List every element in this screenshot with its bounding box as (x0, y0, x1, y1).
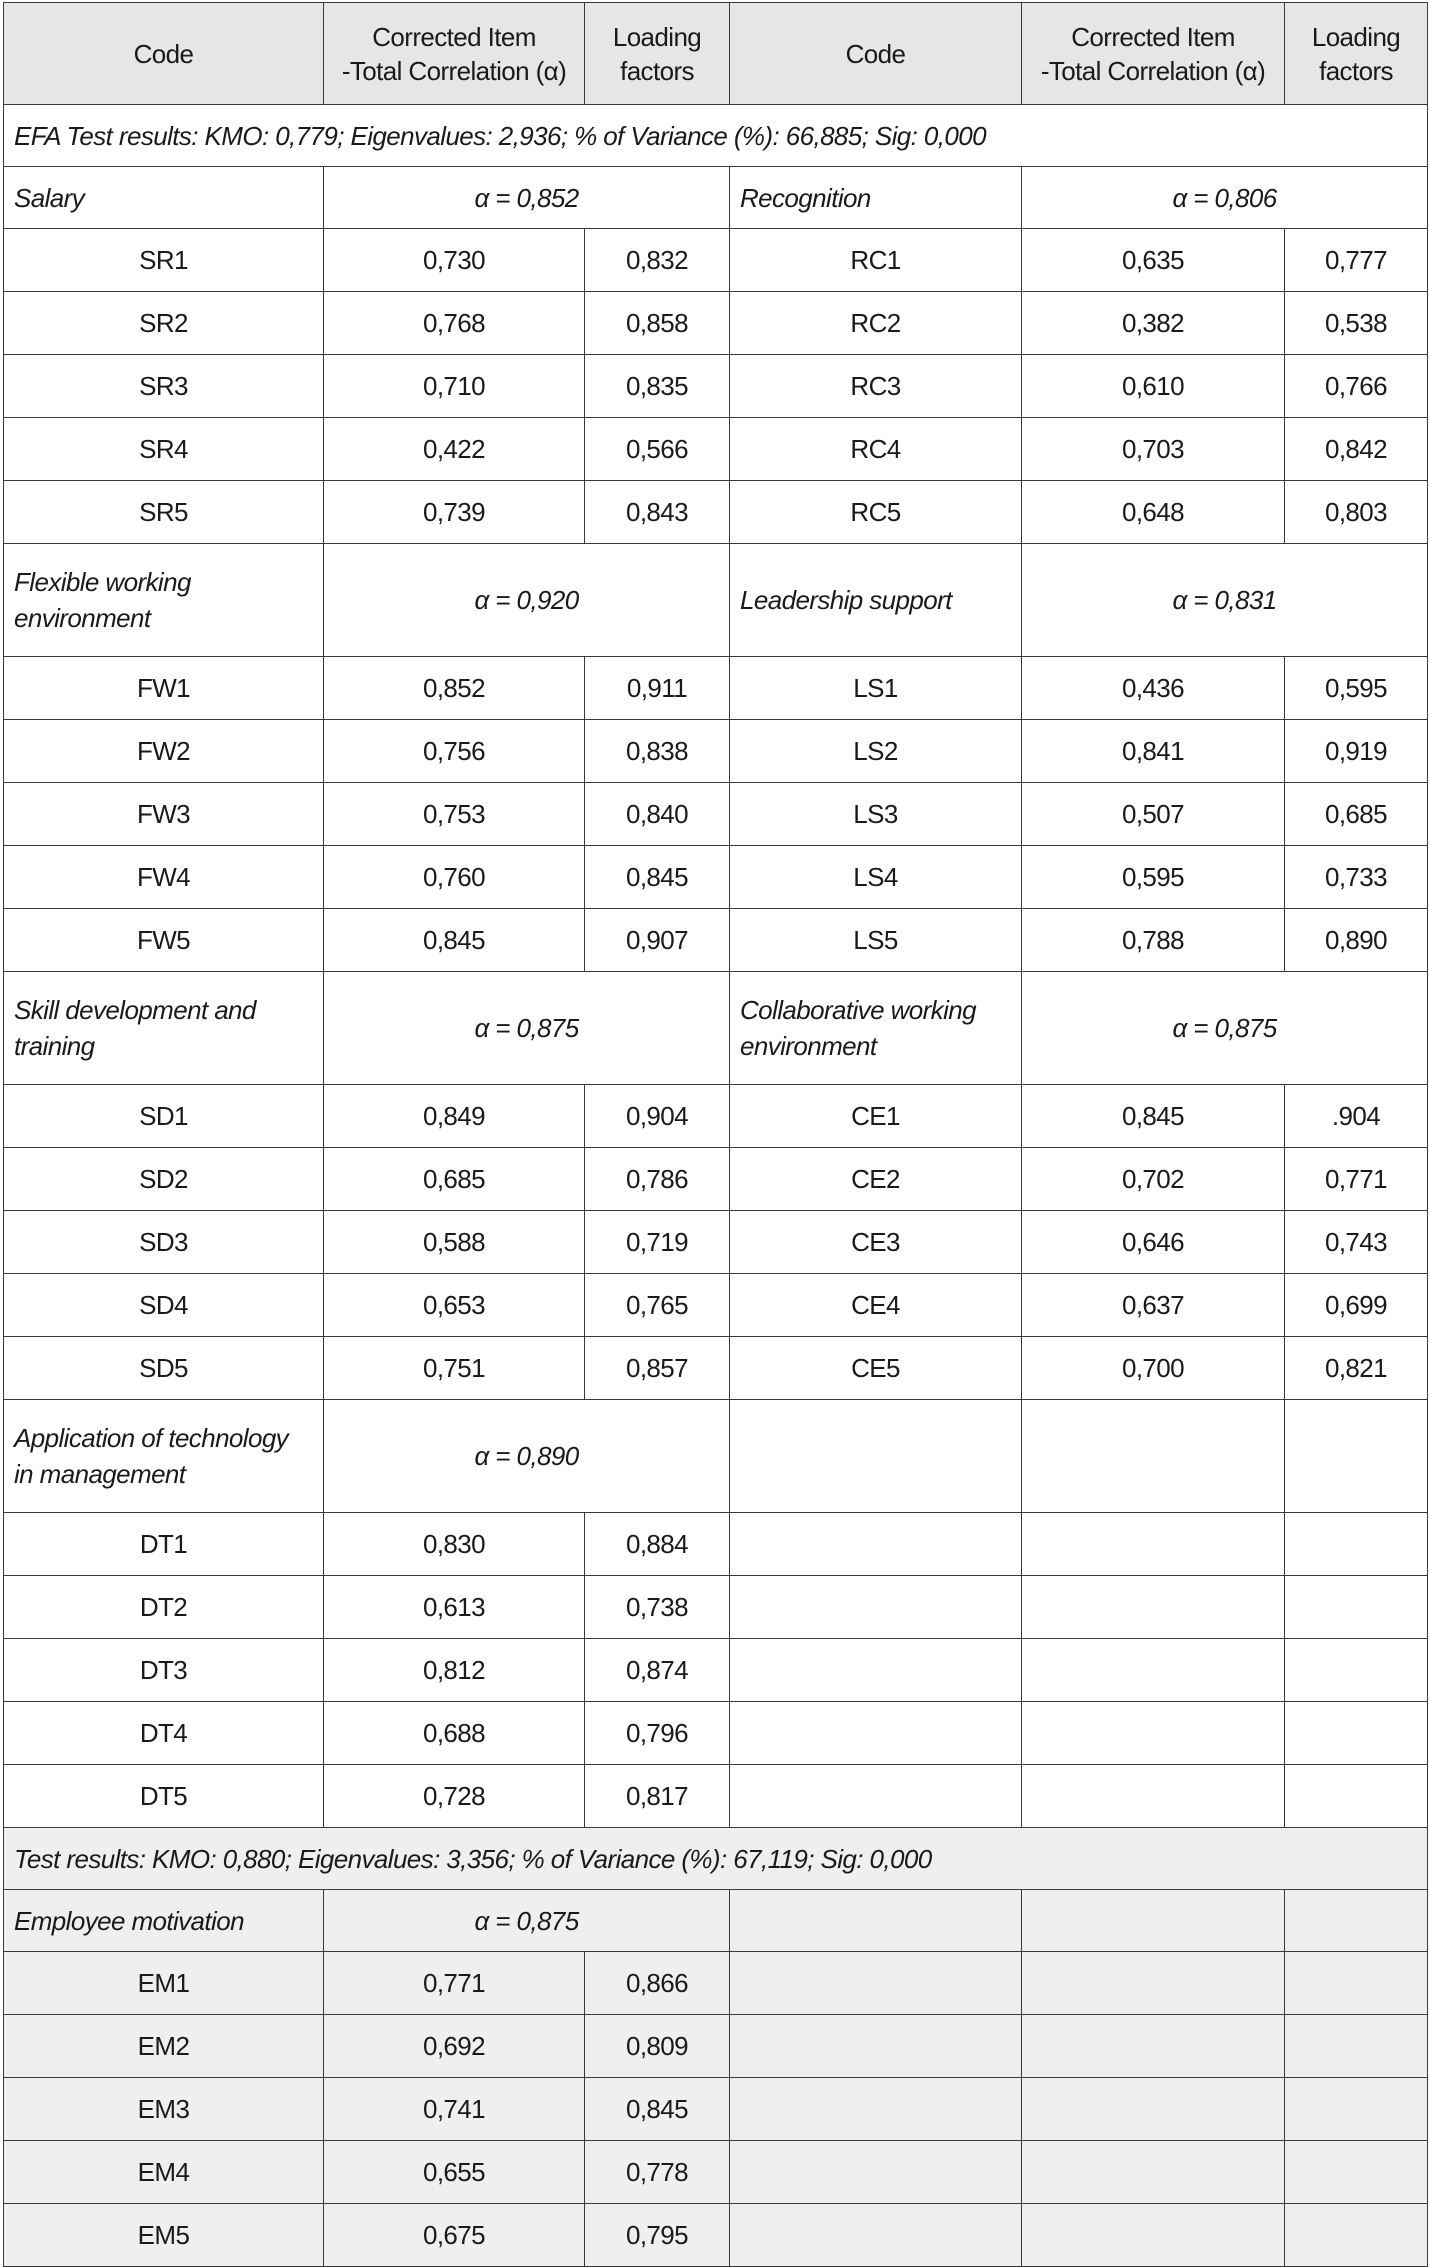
empty-cell (1022, 2141, 1285, 2204)
efa-note-row (4, 105, 1428, 167)
table-row (4, 2141, 1428, 2204)
item-code: SD4 (4, 1274, 324, 1337)
item-loading: 0,857 (585, 1337, 730, 1400)
item-correlation: 0,768 (324, 292, 585, 355)
table-row (4, 657, 1428, 720)
group-name-technology: Application of technology in management (4, 1400, 324, 1513)
table-row (4, 355, 1428, 418)
empty-cell (1022, 1400, 1285, 1513)
empty-cell (730, 1400, 1022, 1513)
item-loading: 0,858 (585, 292, 730, 355)
item-loading: 0,874 (585, 1639, 730, 1702)
item-loading: .904 (1285, 1085, 1428, 1148)
item-loading: 0,821 (1285, 1337, 1428, 1400)
item-loading: 0,817 (585, 1765, 730, 1828)
item-code: RC4 (730, 418, 1022, 481)
item-loading: 0,778 (585, 2141, 730, 2204)
empty-cell (1022, 1765, 1285, 1828)
item-correlation: 0,382 (1022, 292, 1285, 355)
group-name-salary: Salary (4, 167, 324, 229)
item-code: SD1 (4, 1085, 324, 1148)
empty-cell (1022, 2015, 1285, 2078)
item-correlation: 0,841 (1022, 720, 1285, 783)
item-loading: 0,795 (585, 2204, 730, 2267)
item-code: SR5 (4, 481, 324, 544)
empty-cell (730, 1639, 1022, 1702)
item-loading: 0,919 (1285, 720, 1428, 783)
empty-cell (1022, 1576, 1285, 1639)
item-correlation: 0,751 (324, 1337, 585, 1400)
item-correlation: 0,753 (324, 783, 585, 846)
reliability-table (3, 2, 1428, 2267)
header-correlation-right: Corrected Item -Total Correlation (α) (1022, 3, 1285, 105)
group-alpha-technology: α = 0,890 (324, 1400, 730, 1513)
empty-cell (1285, 1400, 1428, 1513)
table-row (4, 2204, 1428, 2267)
empty-cell (1285, 1890, 1428, 1952)
item-loading: 0,685 (1285, 783, 1428, 846)
table-row (4, 1576, 1428, 1639)
item-correlation: 0,610 (1022, 355, 1285, 418)
item-correlation: 0,507 (1022, 783, 1285, 846)
item-code: RC3 (730, 355, 1022, 418)
group-alpha-salary: α = 0,852 (324, 167, 730, 229)
item-code: LS5 (730, 909, 1022, 972)
item-correlation: 0,788 (1022, 909, 1285, 972)
item-loading: 0,911 (585, 657, 730, 720)
item-correlation: 0,852 (324, 657, 585, 720)
item-loading: 0,777 (1285, 229, 1428, 292)
item-correlation: 0,845 (324, 909, 585, 972)
item-code: CE1 (730, 1085, 1022, 1148)
item-code: DT1 (4, 1513, 324, 1576)
item-correlation: 0,648 (1022, 481, 1285, 544)
empty-cell (1022, 1702, 1285, 1765)
item-loading: 0,907 (585, 909, 730, 972)
item-correlation: 0,675 (324, 2204, 585, 2267)
group-alpha-motivation: α = 0,875 (324, 1890, 730, 1952)
item-correlation: 0,637 (1022, 1274, 1285, 1337)
item-code: FW3 (4, 783, 324, 846)
group-row (4, 972, 1428, 1085)
item-correlation: 0,436 (1022, 657, 1285, 720)
item-code: DT4 (4, 1702, 324, 1765)
empty-cell (1285, 2015, 1428, 2078)
empty-cell (1285, 1702, 1428, 1765)
table-row (4, 1148, 1428, 1211)
header-loading-left: Loading factors (585, 3, 730, 105)
item-code: SD5 (4, 1337, 324, 1400)
item-loading: 0,843 (585, 481, 730, 544)
item-loading: 0,566 (585, 418, 730, 481)
item-loading: 0,743 (1285, 1211, 1428, 1274)
item-correlation: 0,849 (324, 1085, 585, 1148)
item-correlation: 0,688 (324, 1702, 585, 1765)
empty-cell (1022, 1639, 1285, 1702)
item-loading: 0,803 (1285, 481, 1428, 544)
item-loading: 0,796 (585, 1702, 730, 1765)
item-code: FW2 (4, 720, 324, 783)
item-code: RC2 (730, 292, 1022, 355)
item-correlation: 0,635 (1022, 229, 1285, 292)
item-loading: 0,884 (585, 1513, 730, 1576)
table-row (4, 909, 1428, 972)
item-loading: 0,809 (585, 2015, 730, 2078)
group-name-flexible: Flexible working environment (4, 544, 324, 657)
group-name-recognition: Recognition (730, 167, 1022, 229)
item-loading: 0,838 (585, 720, 730, 783)
table-row (4, 2078, 1428, 2141)
item-loading: 0,845 (585, 846, 730, 909)
item-correlation: 0,700 (1022, 1337, 1285, 1400)
group-alpha-recognition: α = 0,806 (1022, 167, 1428, 229)
empty-cell (1285, 1952, 1428, 2015)
item-correlation: 0,692 (324, 2015, 585, 2078)
item-correlation: 0,422 (324, 418, 585, 481)
item-code: SR3 (4, 355, 324, 418)
table-row (4, 846, 1428, 909)
item-code: EM5 (4, 2204, 324, 2267)
group-alpha-collaborative: α = 0,875 (1022, 972, 1428, 1085)
item-correlation: 0,702 (1022, 1148, 1285, 1211)
empty-cell (730, 1890, 1022, 1952)
group-alpha-leadership: α = 0,831 (1022, 544, 1428, 657)
empty-cell (1285, 1765, 1428, 1828)
item-loading: 0,832 (585, 229, 730, 292)
item-code: LS3 (730, 783, 1022, 846)
group-name-skill: Skill development and training (4, 972, 324, 1085)
item-correlation: 0,730 (324, 229, 585, 292)
item-code: FW4 (4, 846, 324, 909)
group-row (4, 544, 1428, 657)
item-code: DT5 (4, 1765, 324, 1828)
item-code: FW1 (4, 657, 324, 720)
dependent-test-results: Test results: KMO: 0,880; Eigenvalues: 3,356; % of Variance (%): 67,119; Sig: 0,000 (4, 1828, 1428, 1890)
item-loading: 0,845 (585, 2078, 730, 2141)
item-correlation: 0,703 (1022, 418, 1285, 481)
item-correlation: 0,646 (1022, 1211, 1285, 1274)
table-row (4, 418, 1428, 481)
table-row (4, 229, 1428, 292)
item-loading: 0,538 (1285, 292, 1428, 355)
item-correlation: 0,756 (324, 720, 585, 783)
item-correlation: 0,741 (324, 2078, 585, 2141)
item-code: SR4 (4, 418, 324, 481)
item-correlation: 0,739 (324, 481, 585, 544)
header-row (4, 3, 1428, 105)
item-code: FW5 (4, 909, 324, 972)
table-row (4, 2015, 1428, 2078)
empty-cell (730, 2015, 1022, 2078)
item-loading: 0,738 (585, 1576, 730, 1639)
item-correlation: 0,812 (324, 1639, 585, 1702)
item-loading: 0,771 (1285, 1148, 1428, 1211)
table-row (4, 1337, 1428, 1400)
item-code: CE3 (730, 1211, 1022, 1274)
empty-cell (1285, 2141, 1428, 2204)
item-correlation: 0,845 (1022, 1085, 1285, 1148)
empty-cell (730, 1513, 1022, 1576)
table-row (4, 1085, 1428, 1148)
group-name-motivation: Employee motivation (4, 1890, 324, 1952)
group-name-leadership: Leadership support (730, 544, 1022, 657)
table-row (4, 1952, 1428, 2015)
table-row (4, 292, 1428, 355)
item-loading: 0,719 (585, 1211, 730, 1274)
item-loading: 0,842 (1285, 418, 1428, 481)
table-row (4, 481, 1428, 544)
empty-cell (730, 1765, 1022, 1828)
group-row (4, 167, 1428, 229)
table-row (4, 1513, 1428, 1576)
header-code-left: Code (4, 3, 324, 105)
item-loading: 0,866 (585, 1952, 730, 2015)
empty-cell (730, 1702, 1022, 1765)
item-loading: 0,904 (585, 1085, 730, 1148)
empty-cell (1022, 1952, 1285, 2015)
empty-cell (1022, 2078, 1285, 2141)
item-loading: 0,766 (1285, 355, 1428, 418)
item-code: DT3 (4, 1639, 324, 1702)
item-correlation: 0,595 (1022, 846, 1285, 909)
item-code: SD2 (4, 1148, 324, 1211)
empty-cell (1285, 2078, 1428, 2141)
table-row (4, 1211, 1428, 1274)
item-code: SD3 (4, 1211, 324, 1274)
item-correlation: 0,655 (324, 2141, 585, 2204)
empty-cell (730, 1952, 1022, 2015)
group-alpha-skill: α = 0,875 (324, 972, 730, 1085)
table-row (4, 1274, 1428, 1337)
table-row (4, 1765, 1428, 1828)
empty-cell (730, 2141, 1022, 2204)
header-code-right: Code (730, 3, 1022, 105)
dep-note-row (4, 1828, 1428, 1890)
item-loading: 0,595 (1285, 657, 1428, 720)
item-loading: 0,840 (585, 783, 730, 846)
item-loading: 0,699 (1285, 1274, 1428, 1337)
empty-cell (1022, 1890, 1285, 1952)
item-loading: 0,765 (585, 1274, 730, 1337)
empty-cell (730, 2204, 1022, 2267)
item-code: RC5 (730, 481, 1022, 544)
item-correlation: 0,685 (324, 1148, 585, 1211)
item-correlation: 0,613 (324, 1576, 585, 1639)
item-code: SR2 (4, 292, 324, 355)
item-correlation: 0,760 (324, 846, 585, 909)
item-correlation: 0,830 (324, 1513, 585, 1576)
item-code: SR1 (4, 229, 324, 292)
header-loading-right: Loading factors (1285, 3, 1428, 105)
item-code: LS4 (730, 846, 1022, 909)
item-code: LS2 (730, 720, 1022, 783)
item-code: CE5 (730, 1337, 1022, 1400)
item-code: CE4 (730, 1274, 1022, 1337)
efa-test-results: EFA Test results: KMO: 0,779; Eigenvalues: 2,936; % of Variance (%): 66,885; Sig: 0,000 (4, 105, 1428, 167)
empty-cell (1285, 1576, 1428, 1639)
item-loading: 0,786 (585, 1148, 730, 1211)
empty-cell (1285, 2204, 1428, 2267)
empty-cell (1022, 1513, 1285, 1576)
item-loading: 0,890 (1285, 909, 1428, 972)
group-alpha-flexible: α = 0,920 (324, 544, 730, 657)
empty-cell (1022, 2204, 1285, 2267)
table-row (4, 1702, 1428, 1765)
item-loading: 0,835 (585, 355, 730, 418)
empty-cell (730, 2078, 1022, 2141)
item-code: EM3 (4, 2078, 324, 2141)
group-name-collaborative: Collaborative working environment (730, 972, 1022, 1085)
group-row (4, 1400, 1428, 1513)
item-correlation: 0,588 (324, 1211, 585, 1274)
item-code: EM4 (4, 2141, 324, 2204)
item-code: DT2 (4, 1576, 324, 1639)
item-correlation: 0,710 (324, 355, 585, 418)
group-row (4, 1890, 1428, 1952)
header-correlation-left: Corrected Item -Total Correlation (α) (324, 3, 585, 105)
item-loading: 0,733 (1285, 846, 1428, 909)
item-correlation: 0,771 (324, 1952, 585, 2015)
item-correlation: 0,653 (324, 1274, 585, 1337)
empty-cell (730, 1576, 1022, 1639)
item-correlation: 0,728 (324, 1765, 585, 1828)
table-row (4, 1639, 1428, 1702)
item-code: EM1 (4, 1952, 324, 2015)
item-code: LS1 (730, 657, 1022, 720)
item-code: CE2 (730, 1148, 1022, 1211)
empty-cell (1285, 1513, 1428, 1576)
table-row (4, 720, 1428, 783)
item-code: RC1 (730, 229, 1022, 292)
empty-cell (1285, 1639, 1428, 1702)
item-code: EM2 (4, 2015, 324, 2078)
table-row (4, 783, 1428, 846)
